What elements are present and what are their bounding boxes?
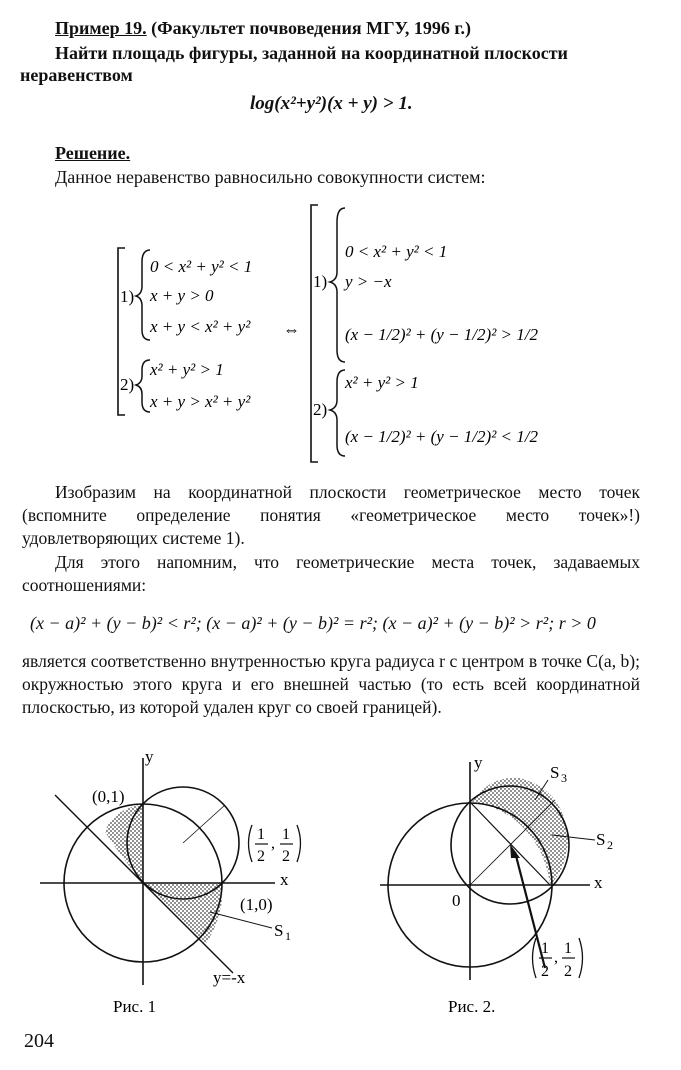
paragraph-3: является соответственно внутренностью круга радиуса r с центром в точке C(a, b); окружностью этого круга и его внешней частью (то есть всей координатной плоскостью, из которой удален круг со своей границей).	[22, 651, 640, 717]
right-system1-line: y > −x	[345, 272, 392, 291]
problem-inequality: log(x²+y²)(x + y) > 1.	[250, 93, 413, 114]
center-numerator: 1	[541, 940, 549, 957]
right-system2-line: x² + y² > 1	[345, 373, 419, 392]
page-number: 204	[24, 1030, 54, 1052]
x-axis-label: x	[280, 870, 289, 889]
region-s3-label: S	[550, 763, 560, 782]
solution-heading: Решение.	[55, 143, 131, 163]
region-s1-label: S	[274, 921, 284, 940]
example-source: (Факультет почвоведения МГУ, 1996 г.)	[151, 18, 471, 38]
right-system1-label: 1)	[313, 272, 328, 291]
left-system1-line: x + y > 0	[150, 286, 214, 305]
right-system1-line: 0 < x² + y² < 1	[345, 242, 448, 261]
origin-label: 0	[452, 891, 461, 910]
figure-2-caption: Рис. 2.	[448, 997, 496, 1016]
point-0-1-label: (0,1)	[92, 787, 125, 806]
radius-line	[183, 805, 225, 843]
figure-1-caption: Рис. 1	[113, 997, 157, 1016]
center-denominator: 2	[564, 963, 572, 980]
center-denominator: 2	[541, 963, 549, 980]
relations-formula: (x − a)² + (y − b)² < r²; (x − a)² + (y − b)² = r²; (x − a)² + (y − b)² > r²; r > 0	[30, 613, 596, 633]
point-1-0-label: (1,0)	[240, 895, 273, 914]
region-s3-subscript: 3	[561, 771, 567, 785]
right-system1-line: (x − 1/2)² + (y − 1/2)² > 1/2	[345, 325, 538, 344]
left-system2-label: 2)	[120, 375, 135, 394]
shaded-region-upper	[105, 804, 143, 883]
left-system2-brace	[136, 360, 150, 412]
left-system1-brace	[136, 250, 150, 340]
center-numerator: 1	[564, 940, 572, 957]
left-system1-line: x + y < x² + y²	[150, 317, 251, 336]
left-system2-line: x + y > x² + y²	[150, 392, 251, 411]
x-axis-label: x	[594, 873, 603, 892]
center-numerator: 1	[282, 826, 290, 843]
center-denominator: 2	[257, 848, 265, 865]
region-s1-subscript: 1	[285, 929, 291, 943]
solution-intro: Данное неравенство равносильно совокупности систем:	[55, 167, 486, 187]
left-system1-line: 0 < x² + y² < 1	[150, 257, 253, 276]
systems-block	[0, 190, 681, 470]
problem-line-1: Найти площадь фигуры, заданной на координатной плоскости	[55, 43, 568, 63]
right-system1-brace	[330, 208, 345, 362]
paragraph-1: Изобразим на координатной плоскости геометрическое место точек (вспомните определение понятия «геометрическое место точек»!) удовлетворяющих системе 1).	[22, 482, 640, 548]
center-denominator: 2	[282, 848, 290, 865]
right-system2-brace	[330, 370, 345, 456]
svg-text:,: ,	[271, 835, 275, 852]
right-system2-label: 2)	[313, 400, 328, 419]
problem-line-2: неравенством	[20, 65, 133, 85]
line-label: y=-x	[213, 968, 246, 987]
y-axis-label: y	[145, 747, 154, 766]
right-square-bracket	[311, 205, 318, 462]
y-axis-label: y	[474, 753, 483, 772]
right-system2-line: (x − 1/2)² + (y − 1/2)² < 1/2	[345, 427, 538, 446]
svg-text:,: ,	[554, 949, 558, 966]
left-system1-label: 1)	[120, 287, 135, 306]
region-s2-label: S	[596, 830, 606, 849]
example-title	[55, 18, 471, 39]
center-numerator: 1	[257, 826, 265, 843]
left-system2-line: x² + y² > 1	[150, 360, 224, 379]
figure-1	[0, 740, 340, 1030]
region-s2-subscript: 2	[607, 838, 613, 852]
example-label: Пример 19.	[55, 18, 147, 38]
figure-2	[340, 740, 681, 1030]
paragraph-2: Для этого напомним, что геометрические места точек, задаваемых соотношениями:	[22, 552, 640, 595]
equivalence-sign: ⇔	[283, 320, 300, 339]
